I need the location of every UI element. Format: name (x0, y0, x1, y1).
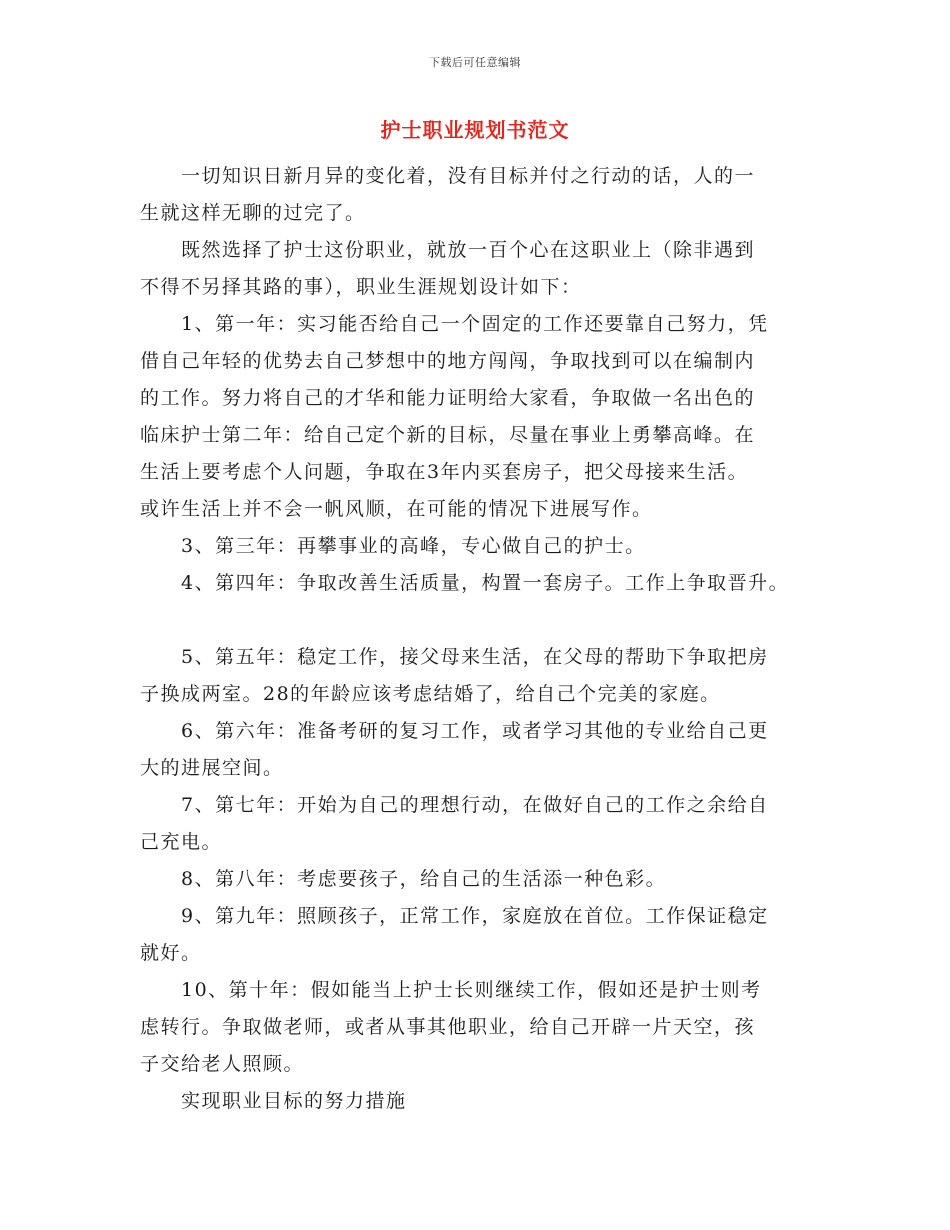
body-line: 借自己年轻的优势去自己梦想中的地方闯闯，争取找到可以在编制内 (140, 350, 756, 372)
body-line: 子换成两室。28的年龄应该考虑结婚了，给自己个完美的家庭。 (140, 683, 721, 705)
body-line: 8、第八年：考虑要孩子，给自己的生活添一种色彩。 (140, 868, 667, 890)
body-line: 或许生活上并不会一帆风顺，在可能的情况下进展写作。 (140, 498, 653, 520)
body-line: 10、第十年：假如能当上护士长则继续工作，假如还是护士则考 (140, 979, 762, 1001)
body-line: 生活上要考虑个人问题，争取在3年内买套房子，把父母接来生活。 (140, 461, 749, 483)
document-title: 护士职业规划书范文 (380, 118, 570, 142)
header-note: 下载后可任意编辑 (429, 56, 521, 69)
body-line: 一切知识日新月异的变化着，没有目标并付之行动的话，人的一 (140, 165, 756, 187)
body-line: 6、第六年：准备考研的复习工作，或者学习其他的专业给自己更 (140, 720, 769, 742)
blank-line (140, 602, 830, 639)
body-line: 7、第七年：开始为自己的理想行动，在做好自己的工作之余给自 (140, 794, 769, 816)
body-line: 虑转行。争取做老师，或者从事其他职业，给自己开辟一片天空，孩 (140, 1016, 756, 1038)
body-line: 不得不另择其路的事），职业生涯规划设计如下： (140, 276, 582, 298)
body-line: 己充电。 (140, 831, 223, 853)
body-line: 9、第九年：照顾孩子，正常工作，家庭放在首位。工作保证稳定 (140, 905, 769, 927)
body-line: 5、第五年：稳定工作，接父母来生活，在父母的帮助下争取把房 (140, 646, 769, 668)
body-line: 大的进展空间。 (140, 757, 284, 779)
body-line: 就好。 (140, 942, 202, 964)
body-line: 3、第三年：再攀事业的高峰，专心做自己的护士。 (140, 535, 646, 557)
body-line: 既然选择了护士这份职业，就放一百个心在这职业上（除非遇到 (140, 239, 756, 261)
body-line: 4、第四年：争取改善生活质量，构置一套房子。工作上争取晋升。 (140, 572, 790, 594)
body-line: 实现职业目标的努力措施 (140, 1090, 407, 1112)
body-line: 子交给老人照顾。 (140, 1053, 305, 1075)
body-line: 临床护士第二年：给自己定个新的目标，尽量在事业上勇攀高峰。在 (140, 424, 756, 446)
document-body (140, 158, 830, 1120)
body-line: 1、第一年：实习能否给自己一个固定的工作还要靠自己努力，凭 (140, 313, 769, 335)
body-line: 的工作。努力将自己的才华和能力证明给大家看，争取做一名出色的 (140, 387, 756, 409)
body-line: 生就这样无聊的过完了。 (140, 202, 366, 224)
